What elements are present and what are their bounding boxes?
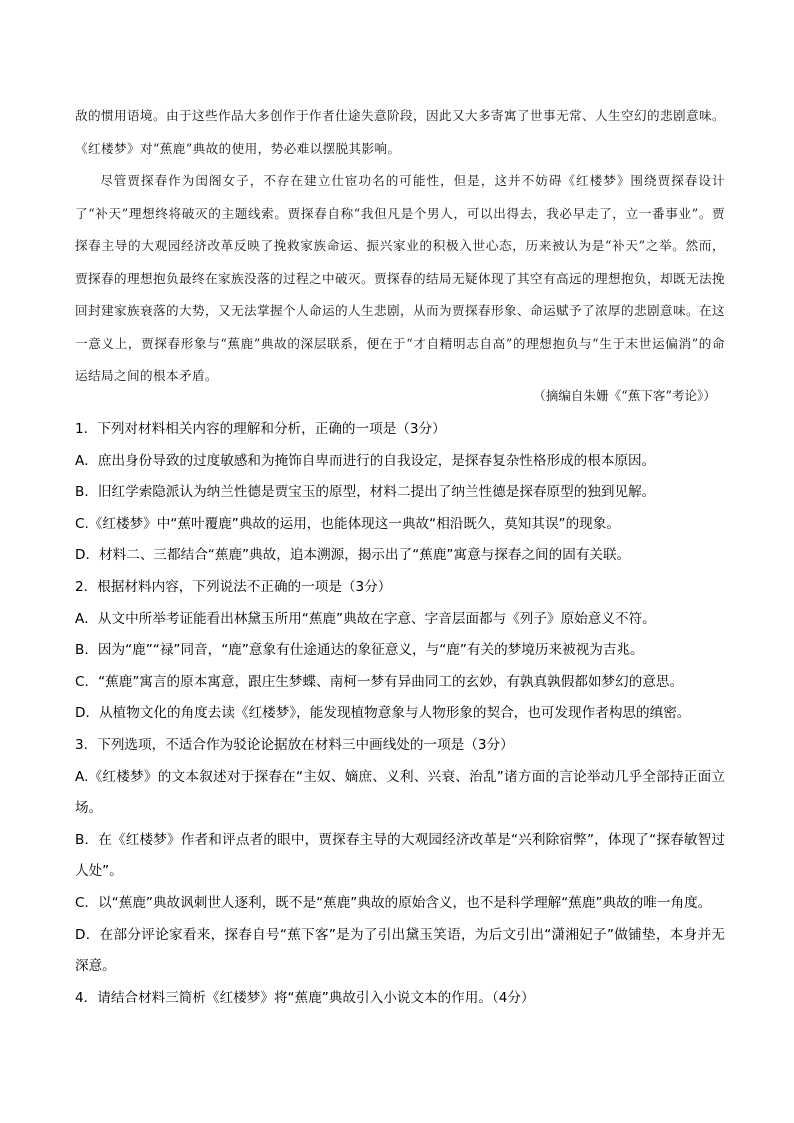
- question-stem: 2．根据材料内容，下列说法不正确的一项是（3分）: [75, 578, 392, 595]
- option-a: A.《红楼梦》的文本叙述对于探春在“主奴、嫡庶、义利、兴衰、治乱”诸方面的言论举动几乎全部持正面立场。: [75, 768, 725, 817]
- option-d: D．从植物文化的角度去读《红楼梦》，能发现植物意象与人物形象的契合，也可发现作者构思的缜密。: [75, 705, 691, 722]
- question-1: [75, 414, 725, 572]
- option-c: C.《红楼梦》中“蕉叶覆鹿”典故的运用，也能体现这一典故“相沿既久，莫知其误”的现象。: [75, 515, 620, 532]
- option-b: B．旧红学索隐派认为纳兰性德是贾宝玉的原型，材料二提出了纳兰性德是探春原型的独到见解。: [75, 484, 656, 501]
- question-list: [75, 414, 725, 1014]
- reading-passage: [75, 100, 725, 393]
- passage-paragraph-1: 敌的惯用语境。由于这些作品大多创作于作者仕途失意阶段，因此又大多寄寓了世事无常、人生空幻的悲剧意味。《红楼梦》对“蕉鹿”典故的使用，势必难以摆脱其影响。: [75, 108, 725, 156]
- option-b: B．因为“鹿”“禄”同音，“鹿”意象有仕途通达的象征意义，与“鹿”有关的梦境历来被视为吉兆。: [75, 642, 644, 659]
- option-c: C．“蕉鹿”寓言的原本寓意，跟庄生梦蝶、南柯一梦有异曲同工的玄妙，有孰真孰假都如梦幻的意思。: [75, 673, 684, 690]
- question-3: [75, 730, 725, 983]
- option-d: D．在部分评论家看来，探春自号“蕉下客”是为了引出黛玉笑语，为后文引出“潇湘妃子”做铺垫，本身并无深意。: [75, 926, 725, 975]
- passage-source-citation: （摘编自朱姗《“蕉下客”考论》）: [533, 388, 716, 403]
- question-stem: 3．下列选项，不适合作为驳论论据放在材料三中画线处的一项是（3分）: [75, 736, 514, 753]
- question-stem: 1．下列对材料相关内容的理解和分析，正确的一项是（3分）: [75, 421, 446, 437]
- option-d: D．材料二、三都结合“蕉鹿”典故，追本溯源，揭示出了“蕉鹿”寓意与探春之间的固有关联。: [75, 547, 631, 564]
- option-a: A．庶出身份导致的过度敏感和为掩饰自卑而进行的自我设定，是探春复杂性格形成的根本原因。: [75, 452, 656, 469]
- question-stem: 4．请结合材料三简析《红楼梦》将“蕉鹿”典故引入小说文本的作用。（4分）: [75, 989, 535, 1006]
- question-2: [75, 572, 725, 730]
- passage-paragraph-2: 尽管贾探春作为闺阁女子，不存在建立仕宦功名的可能性，但是，这并不妨碍《红楼梦》围绕贾探春设计了“补天”理想终将破灭的主题线索。贾探春自称“我但凡是个男人，可以出得去，我必早走了，立一番事业”。贾探春主导的大观园经济改革反映了挽救家族命运、振兴家业的积极入世心态，历来被认为是“补天”之举。然而，贾探春的理想抱负最终在家族没落的过程之中破灭。贾探春的结局无疑体现了其空有高远的理想抱负，却既无法挽回封建家族衰落的大势，又无法掌握个人命运的人生悲剧，从而为贾探春形象、命运赋予了浓厚的悲剧意味。在这一意义上，贾探春形象与“蕉鹿”典故的深层联系，便在于“才自精明志自高”的理想抱负与“生于末世运偏消”的命运结局之间的根本矛盾。: [75, 173, 725, 383]
- option-b: B．在《红楼梦》作者和评点者的眼中，贾探春主导的大观园经济改革是“兴利除宿弊”，体现了“探春敏智过人处”。: [75, 831, 725, 880]
- question-4: [75, 983, 725, 1015]
- option-c: C．以“蕉鹿”典故讽刺世人逐利，既不是“蕉鹿”典故的原始含义，也不是科学理解“蕉鹿”典故的唯一角度。: [75, 894, 712, 911]
- option-a: A．从文中所举考证能看出林黛玉所用“蕉鹿”典故在字意、字音层面都与《列子》原始意义不符。: [75, 610, 656, 627]
